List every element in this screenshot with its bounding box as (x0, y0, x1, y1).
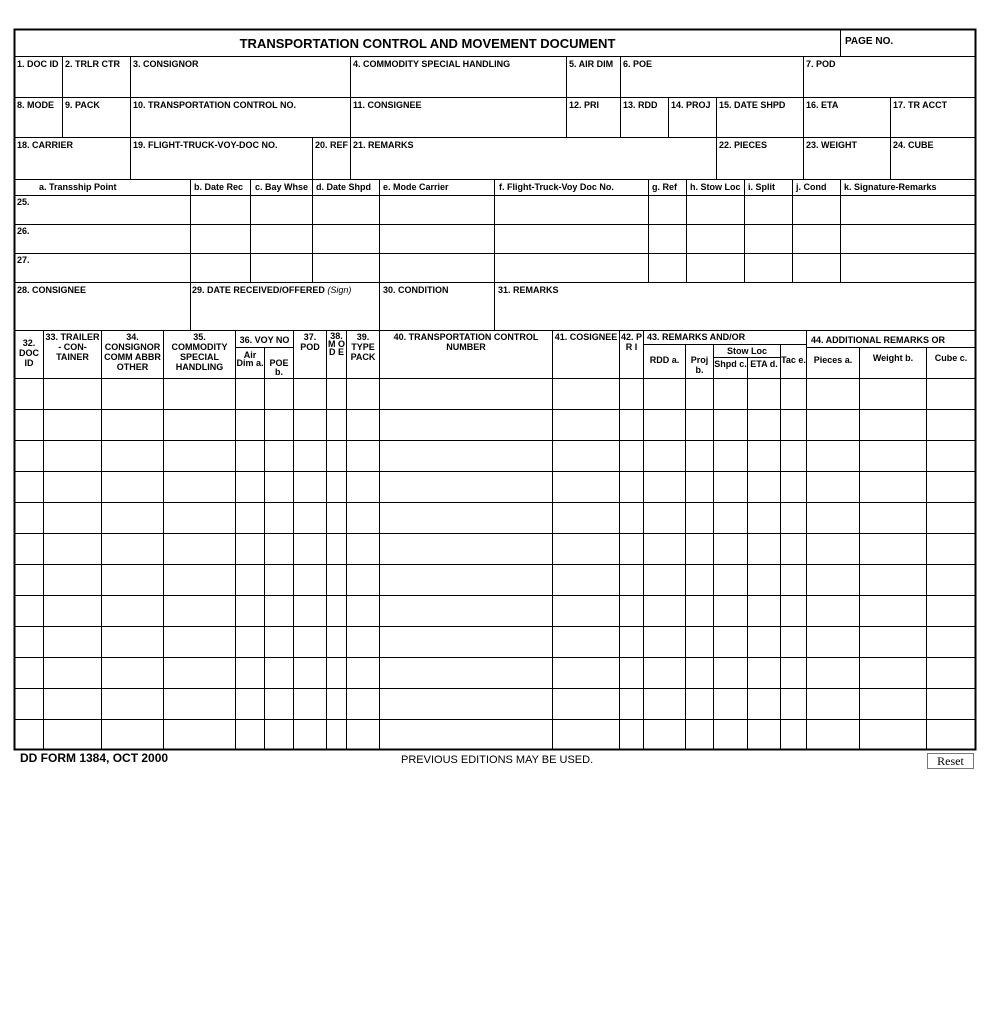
ref-field[interactable] (313, 151, 350, 178)
pod-label: 7. POD (806, 59, 836, 69)
col-40-header: 40. TRANSPORTATION CONTROL NUMBER (393, 332, 539, 352)
row-27-label: 27. (17, 255, 30, 265)
detail-row-6[interactable] (15, 534, 975, 564)
air-dim-label: 5. AIR DIM (569, 59, 614, 69)
col-34-header: 34. CONSIGNOR COMM ABBR OTHER (104, 332, 161, 372)
receipt-consignee-field[interactable] (15, 296, 190, 330)
bay-whse-header: c. Bay Whse (255, 182, 309, 192)
col-44b-header: Weight b. (872, 353, 914, 363)
receipt-consignee-label: 28. CONSIGNEE (17, 285, 87, 295)
col-35-header: 35. COMMODITY SPECIAL HANDLING (171, 332, 228, 372)
flight-truck-voy-header: f. Flight-Truck-Voy Doc No. (499, 182, 614, 192)
mode-field[interactable] (15, 111, 62, 136)
col-44c-header: Cube c. (934, 353, 968, 363)
reset-button[interactable]: Reset (927, 753, 974, 769)
col-41-header: 41. COSIGNEE (554, 332, 618, 342)
col-43b-header: Proj b. (690, 355, 709, 375)
commodity-field[interactable] (351, 70, 566, 96)
split-header: i. Split (748, 182, 775, 192)
consignor-label: 3. CONSIGNOR (133, 59, 199, 69)
detail-row-1[interactable] (15, 379, 975, 409)
flight-doc-field[interactable] (131, 151, 312, 178)
cond-header: j. Cond (796, 182, 827, 192)
condition-field[interactable] (380, 296, 494, 330)
condition-label: 30. CONDITION (383, 285, 449, 295)
editions-notice: PREVIOUS EDITIONS MAY BE USED. (401, 754, 594, 766)
page-no-field[interactable] (841, 30, 975, 56)
pack-label: 9. PACK (65, 100, 100, 110)
detail-row-3[interactable] (15, 441, 975, 471)
trlr-ctr-label: 2. TRLR CTR (65, 59, 120, 69)
col-43e-header: Tac e. (781, 355, 806, 365)
rdd-label: 13. RDD (623, 100, 658, 110)
mode-carrier-header: e. Mode Carrier (383, 182, 449, 192)
cube-label: 24. CUBE (893, 140, 934, 150)
detail-row-4[interactable] (15, 472, 975, 502)
transship-row-26[interactable] (15, 225, 975, 253)
col-32-header: 32. DOC ID (19, 338, 39, 368)
col-43d-header: ETA d. (750, 359, 778, 369)
col-39-header: 39. TYPE PACK (350, 332, 376, 362)
consignor-field[interactable] (131, 70, 350, 96)
date-received-field[interactable] (191, 296, 379, 330)
receipt-remarks-label: 31. REMARKS (498, 285, 559, 295)
doc-id-field[interactable] (15, 70, 62, 96)
date-received-label: 29. DATE RECEIVED/OFFERED (Sign) (192, 285, 352, 295)
poe-label: 6. POE (623, 59, 653, 69)
date-shpd-field[interactable] (717, 111, 803, 136)
detail-row-12[interactable] (15, 720, 975, 749)
weight-field[interactable] (804, 151, 890, 178)
rdd-field[interactable] (621, 111, 668, 136)
carrier-label: 18. CARRIER (17, 140, 74, 150)
poe-field[interactable] (621, 70, 803, 96)
tcn-field[interactable] (131, 111, 350, 136)
date-shpd-label: 15. DATE SHPD (719, 100, 786, 110)
weight-label: 23. WEIGHT (806, 140, 858, 150)
air-dim-field[interactable] (567, 70, 620, 96)
form-title: TRANSPORTATION CONTROL AND MOVEMENT DOCUMENT (239, 36, 616, 51)
pack-field[interactable] (63, 111, 130, 136)
row-25-label: 25. (17, 197, 30, 207)
tr-acct-label: 17. TR ACCT (893, 100, 948, 110)
tr-acct-field[interactable] (891, 111, 975, 136)
proj-field[interactable] (669, 111, 716, 136)
pieces-field[interactable] (717, 151, 803, 178)
g-ref-header: g. Ref (652, 182, 678, 192)
mode-label: 8. MODE (17, 100, 55, 110)
col-42-header: 42. P R I (620, 332, 642, 352)
stow-loc-subheader: Stow Loc (727, 346, 767, 356)
pri-label: 12. PRI (569, 100, 600, 110)
page-no-label: PAGE NO. (845, 36, 894, 47)
col-36a-header: Air Dim a. (236, 350, 264, 368)
trlr-ctr-field[interactable] (63, 70, 130, 96)
stow-loc-header: h. Stow Loc (690, 182, 741, 192)
carrier-field[interactable] (15, 151, 130, 178)
pod-field[interactable] (804, 70, 975, 96)
row-26-label: 26. (17, 226, 30, 236)
detail-row-10[interactable] (15, 658, 975, 688)
col-36-header: 36. VOY NO (239, 335, 290, 345)
col-36b-header: POE b. (269, 358, 289, 377)
detail-row-2[interactable] (15, 410, 975, 440)
col-44a-header: Pieces a. (813, 355, 853, 365)
col-44-header: 44. ADDITIONAL REMARKS OR (811, 335, 946, 345)
flight-truck-voy-doc-label: 19. FLIGHT-TRUCK-VOY-DOC NO. (133, 140, 278, 150)
pri-field[interactable] (567, 111, 620, 136)
transship-point-header: a. Transship Point (39, 182, 117, 192)
remarks-label: 21. REMARKS (353, 140, 414, 150)
detail-row-9[interactable] (15, 627, 975, 657)
form-id: DD FORM 1384, OCT 2000 (20, 751, 169, 765)
receipt-remarks-field[interactable] (495, 296, 975, 330)
col-33-header: 33. TRAILER - CON- TAINER (45, 332, 100, 362)
detail-row-7[interactable] (15, 565, 975, 595)
consignee-label: 11. CONSIGNEE (353, 100, 422, 110)
detail-row-11[interactable] (15, 689, 975, 719)
transship-row-25[interactable] (15, 196, 975, 224)
date-rec-header: b. Date Rec (194, 182, 244, 192)
detail-row-5[interactable] (15, 503, 975, 533)
pieces-label: 22. PIECES (719, 140, 768, 150)
date-shpd-header: d. Date Shpd (316, 182, 372, 192)
remarks-field[interactable] (351, 151, 716, 178)
col-38-header: 38. M O D E (328, 331, 345, 357)
tcn-label: 10. TRANSPORTATION CONTROL NO. (133, 100, 297, 110)
consignee-field[interactable] (351, 111, 566, 136)
col-37-header: 37. POD (300, 332, 320, 352)
detail-row-8[interactable] (15, 596, 975, 626)
commodity-special-handling-label: 4. COMMODITY SPECIAL HANDLING (353, 59, 511, 69)
col-43a-header: RDD a. (649, 355, 680, 365)
cube-field[interactable] (891, 151, 975, 178)
proj-label: 14. PROJ (671, 100, 711, 110)
eta-field[interactable] (804, 111, 890, 136)
col-43c-header: Shpd c. (714, 359, 747, 369)
doc-id-label: 1. DOC ID (17, 59, 59, 69)
sign-hint: (Sign) (327, 285, 352, 295)
signature-remarks-header: k. Signature-Remarks (844, 182, 937, 192)
eta-label: 16. ETA (806, 100, 839, 110)
col-43-header: 43. REMARKS AND/OR (647, 332, 746, 342)
transship-row-27[interactable] (15, 254, 975, 282)
ref-label: 20. REF (315, 140, 349, 150)
